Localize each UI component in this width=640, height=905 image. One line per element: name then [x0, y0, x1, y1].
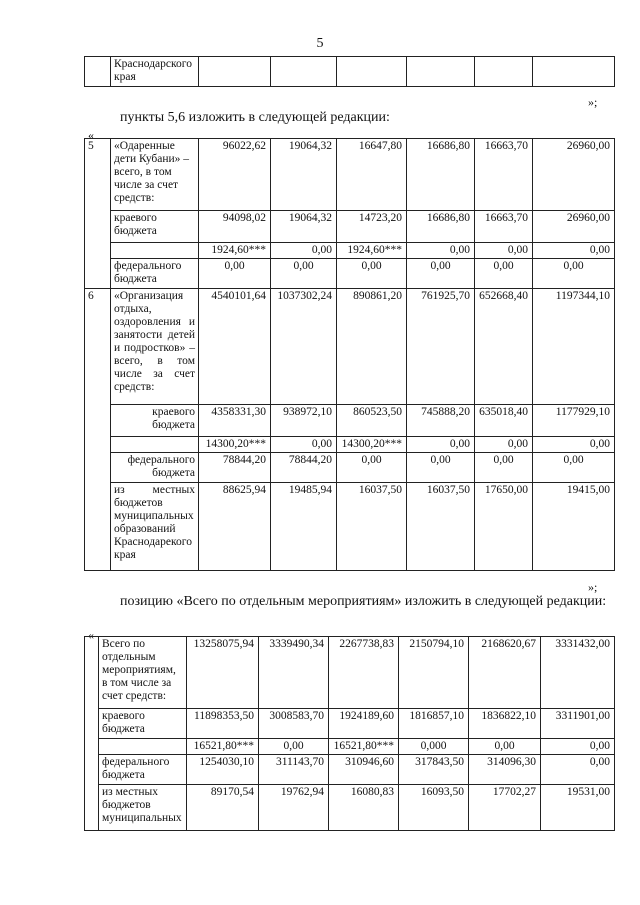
value-cell: 4540101,64	[199, 289, 271, 405]
row-label: Всего по отдельным мероприятиям, в том числе за счет средств:	[99, 637, 187, 709]
row-label: федерального бюджета	[111, 259, 199, 289]
value-cell: 14300,20***	[337, 437, 407, 453]
table-row	[85, 453, 615, 483]
value-cell: 2267738,83	[329, 637, 399, 709]
value-cell: 17650,00	[475, 483, 533, 571]
value-cell: 1197344,10	[533, 289, 615, 405]
value-cell: 2168620,67	[469, 637, 541, 709]
table-row	[85, 289, 615, 405]
value-cell: 11898353,50	[187, 709, 259, 739]
value-cell: 0,00	[407, 243, 475, 259]
value-cell: 13258075,94	[187, 637, 259, 709]
top-fragment-table	[84, 56, 615, 87]
value-cell: 0,00	[533, 453, 615, 483]
heading-total-position: позицию «Всего по отдельным мероприятиям» изложить в следующей редакции:	[120, 594, 607, 609]
value-cell: 314096,30	[469, 755, 541, 785]
value-cell: 0,00	[475, 243, 533, 259]
row-number: 6	[85, 289, 111, 571]
value-cell: 0,00	[407, 453, 475, 483]
row-label: краевого бюджета	[111, 405, 199, 437]
table-row	[85, 259, 615, 289]
value-cell: 1177929,10	[533, 405, 615, 437]
value-cell: 19064,32	[271, 211, 337, 243]
value-cell: 16521,80***	[329, 739, 399, 755]
value-cell: 652668,40	[475, 289, 533, 405]
value-cell: 16521,80***	[187, 739, 259, 755]
value-cell: 0,00	[533, 437, 615, 453]
value-cell: 3311901,00	[541, 709, 615, 739]
table-row	[85, 785, 615, 831]
value-cell: 16663,70	[475, 139, 533, 211]
open-quote-mark: «	[88, 128, 94, 142]
value-cell: 89170,54	[187, 785, 259, 831]
value-cell: 2150794,10	[399, 637, 469, 709]
value-cell: 26960,00	[533, 211, 615, 243]
value-cell: 0,00	[337, 259, 407, 289]
value-cell: 0,00	[407, 259, 475, 289]
value-cell: 0,00	[475, 437, 533, 453]
row-label: из местных бюджетов муниципальных	[99, 785, 187, 831]
row-label: краевого бюджета	[111, 211, 199, 243]
value-cell: 890861,20	[337, 289, 407, 405]
value-cell: 860523,50	[337, 405, 407, 437]
value-cell: 1924189,60	[329, 709, 399, 739]
value-cell: 14300,20***	[199, 437, 271, 453]
value-cell: 94098,02	[199, 211, 271, 243]
value-cell: 0,00	[407, 437, 475, 453]
value-cell: 0,00	[271, 259, 337, 289]
table-row	[85, 483, 615, 571]
value-cell: 16037,50	[337, 483, 407, 571]
open-quote-mark-2: «	[88, 628, 94, 642]
value-cell: 0,00	[259, 739, 329, 755]
value-cell: 938972,10	[271, 405, 337, 437]
value-cell: 0,00	[533, 259, 615, 289]
value-cell: 0,00	[271, 437, 337, 453]
row-label: федерального бюджета	[99, 755, 187, 785]
table-row	[85, 709, 615, 739]
value-cell: 19415,00	[533, 483, 615, 571]
value-cell: 0,00	[541, 755, 615, 785]
table-row	[85, 437, 615, 453]
row-label: краевого бюджета	[99, 709, 187, 739]
value-cell: 1836822,10	[469, 709, 541, 739]
value-cell: 635018,40	[475, 405, 533, 437]
value-cell: 96022,62	[199, 139, 271, 211]
end-quote-mark: »;	[588, 95, 598, 109]
value-cell: 19064,32	[271, 139, 337, 211]
value-cell: 317843,50	[399, 755, 469, 785]
value-cell: 3008583,70	[259, 709, 329, 739]
end-quote-mark-2: »;	[588, 580, 598, 594]
table-row	[85, 637, 615, 709]
value-cell: 310946,60	[329, 755, 399, 785]
value-cell: 761925,70	[407, 289, 475, 405]
value-cell: 0,00	[469, 739, 541, 755]
value-cell: 78844,20	[271, 453, 337, 483]
value-cell: 3331432,00	[541, 637, 615, 709]
value-cell: 1254030,10	[187, 755, 259, 785]
value-cell: 0,00	[541, 739, 615, 755]
value-cell: 14723,20	[337, 211, 407, 243]
total-table	[84, 636, 615, 831]
table-row	[85, 211, 615, 243]
value-cell: 745888,20	[407, 405, 475, 437]
row-label: федерального бюджета	[111, 453, 199, 483]
value-cell: 0,00	[337, 453, 407, 483]
page-number: 5	[316, 36, 324, 51]
value-cell: 26960,00	[533, 139, 615, 211]
value-cell: 0,00	[533, 243, 615, 259]
table-row	[85, 243, 615, 259]
value-cell: 0,00	[199, 259, 271, 289]
value-cell: 78844,20	[199, 453, 271, 483]
fragment-num-cell	[85, 57, 111, 87]
value-cell: 88625,94	[199, 483, 271, 571]
table-row	[85, 755, 615, 785]
main-table	[84, 138, 615, 571]
value-cell: 16080,83	[329, 785, 399, 831]
row-label: «Организация отдыха, оздоровления и занятости детей и подростков» – всего, в том числе за счет средств:	[111, 289, 199, 405]
table-row	[85, 405, 615, 437]
value-cell: 17702,27	[469, 785, 541, 831]
fragment-label: Краснодарского края	[111, 57, 199, 87]
value-cell: 16647,80	[337, 139, 407, 211]
value-cell: 16093,50	[399, 785, 469, 831]
value-cell: 16686,80	[407, 139, 475, 211]
heading-points-5-6: пункты 5,6 изложить в следующей редакции:	[120, 110, 390, 125]
value-cell: 0,00	[475, 453, 533, 483]
value-cell: 0,00	[475, 259, 533, 289]
value-cell: 1816857,10	[399, 709, 469, 739]
value-cell: 1037302,24	[271, 289, 337, 405]
value-cell: 311143,70	[259, 755, 329, 785]
value-cell: 16663,70	[475, 211, 533, 243]
value-cell: 0,000	[399, 739, 469, 755]
value-cell: 1924,60***	[199, 243, 271, 259]
value-cell: 19762,94	[259, 785, 329, 831]
table-row	[85, 139, 615, 211]
value-cell: 19531,00	[541, 785, 615, 831]
table-row	[85, 739, 615, 755]
value-cell: 4358331,30	[199, 405, 271, 437]
value-cell: 16037,50	[407, 483, 475, 571]
row-number: 5	[85, 139, 111, 289]
row-label: из местных бюджетов муниципальных образований Краснодарекого края	[111, 483, 199, 571]
value-cell: 0,00	[271, 243, 337, 259]
value-cell: 1924,60***	[337, 243, 407, 259]
value-cell: 19485,94	[271, 483, 337, 571]
value-cell: 3339490,34	[259, 637, 329, 709]
value-cell: 16686,80	[407, 211, 475, 243]
row-label: «Одаренные дети Кубани» – всего, в том числе за счет средств:	[111, 139, 199, 211]
